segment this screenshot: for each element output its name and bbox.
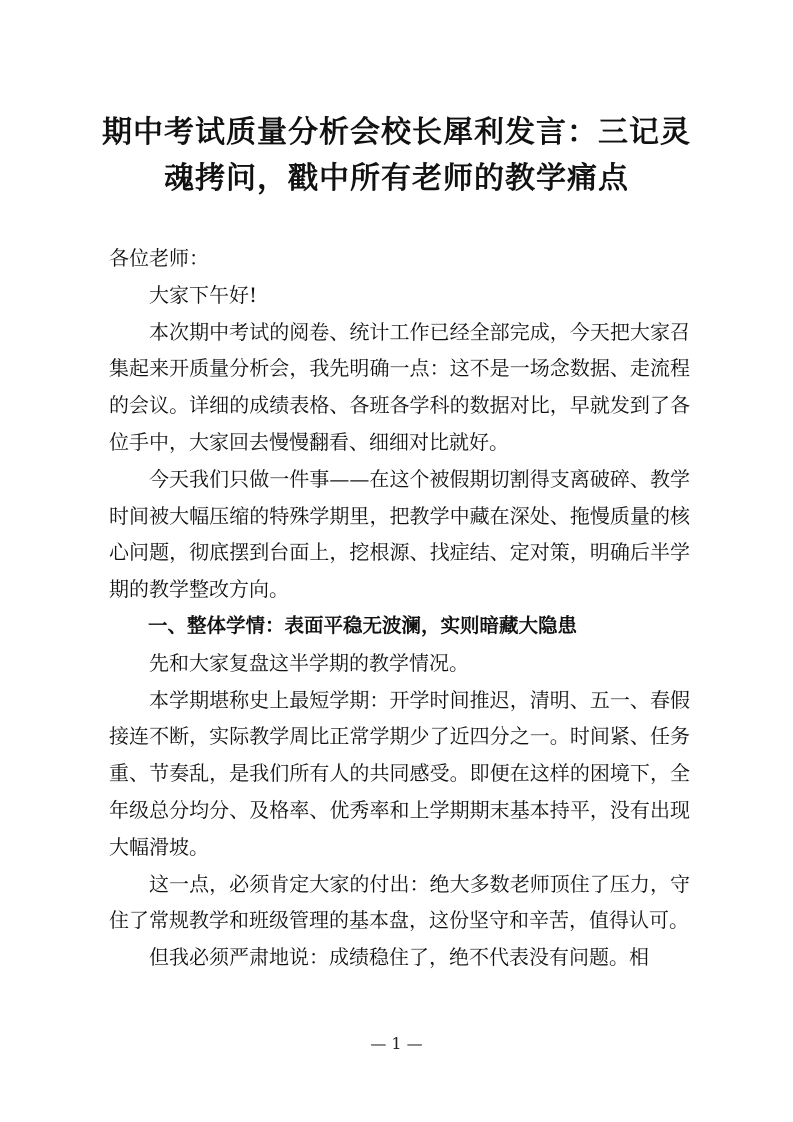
section-heading: 一、整体学情：表面平稳无波澜，实则暗藏大隐患 (148, 613, 578, 637)
paragraph: 但我必须严肃地说：成绩稳住了，绝不代表没有问题。相 (149, 945, 649, 970)
greeting: 大家下午好! (149, 282, 258, 307)
paragraph: 这一点，必须肯定大家的付出：绝大多数老师顶住了压力，守住了常规教学和班级管理的基本盘，这份坚守和辛苦，值得认可。 (109, 871, 690, 933)
paragraph: 本学期堪称史上最短学期：开学时间推迟，清明、五一、春假接连不断，实际教学周比正常学期少了近四分之一。时间紧、任务重、节奏乱，是我们所有人的共同感受。即便在这样的困境下，全年级总分均分、及格率、优秀率和上学期期末基本持平，没有出现大幅滑坡。 (109, 687, 690, 859)
page-number: — 1 — (370, 1034, 423, 1053)
document-body (109, 240, 690, 976)
paragraph: 先和大家复盘这半学期的教学情况。 (149, 650, 469, 675)
document-title: 期中考试质量分析会校长犀利发言：三记灵魂拷问，戳中所有老师的教学痛点 (102, 115, 691, 196)
paragraph: 本次期中考试的阅卷、统计工作已经全部完成，今天把大家召集起来开质量分析会，我先明确一点：这不是一场念数据、走流程的会议。详细的成绩表格、各班各学科的数据对比，早就发到了各位手中，大家回去慢慢翻看、细细对比就好。 (109, 319, 690, 454)
salutation: 各位老师： (109, 246, 209, 270)
paragraph: 今天我们只做一件事——在这个被假期切割得支离破碎、教学时间被大幅压缩的特殊学期里，把教学中藏在深处、拖慢质量的核心问题，彻底摆到台面上，挖根源、找症结、定对策，明确后半学期的教学整改方向。 (109, 466, 690, 602)
